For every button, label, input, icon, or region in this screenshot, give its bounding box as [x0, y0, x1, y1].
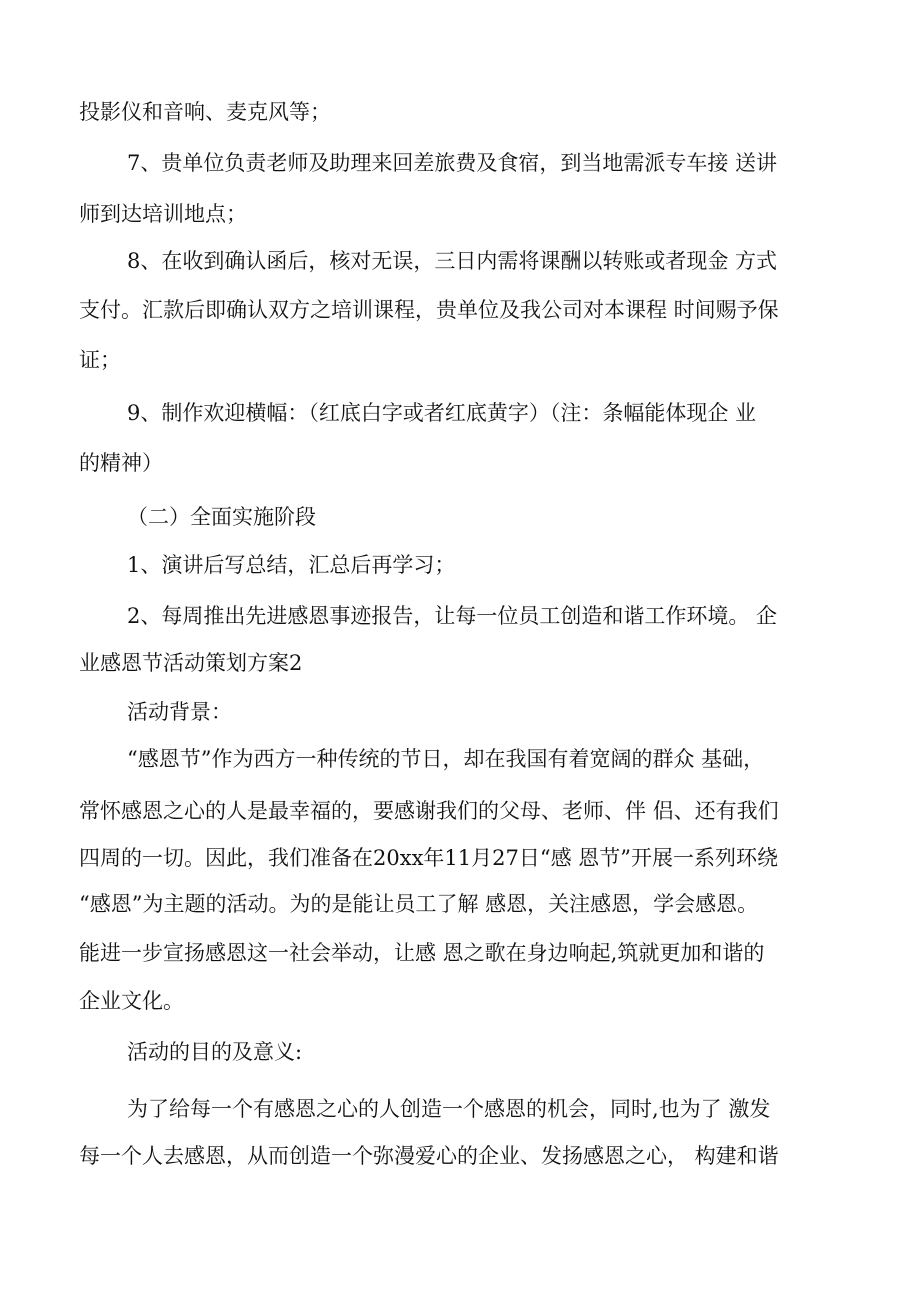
- text-line: 的精神）: [79, 451, 163, 475]
- text-line: 企业文化。: [79, 989, 184, 1013]
- text-line: 能进一步宣扬感恩这一社会举动，让感 恩之歌在身边响起,筑就更加和谐的: [79, 941, 765, 965]
- text-line: 师到达培训地点；: [79, 202, 247, 226]
- text-line: 支付。汇款后即确认双方之培训课程，贵单位及我公司对本课程 时间赐予保: [79, 298, 779, 322]
- text-line: 四周的一切。因此，我们准备在20xx年11月27日“感 恩节”开展一系列环绕: [79, 846, 778, 870]
- text-line: 2、每周推出先进感恩事迹报告，让每一位员工创造和谐工作环境。 企: [127, 604, 778, 628]
- text-line: 1、演讲后写总结，汇总后再学习；: [127, 553, 456, 577]
- text-line: 投影仪和音响、麦克风等；: [79, 100, 331, 124]
- text-line: 常怀感恩之心的人是最幸福的，要感谢我们的父母、老师、伴 侣、还有我们: [79, 799, 779, 823]
- text-line: 9、制作欢迎横幅：（红底白字或者红底黄字）（注：条幅能体现企 业: [127, 401, 757, 425]
- text-line: 8、在收到确认函后，核对无误，三日内需将课酬以转账或者现金 方式: [127, 249, 778, 273]
- text-line: 每一个人去感恩，从而创造一个弥漫爱心的企业、发扬感恩之心， 构建和谐: [79, 1144, 779, 1168]
- section-heading: （二）全面实施阶段: [127, 505, 316, 529]
- text-line: 业感恩节活动策划方案2: [79, 651, 303, 675]
- text-line: 活动背景：: [127, 700, 232, 724]
- text-line: 为了给每一个有感恩之心的人创造一个感恩的机会，同时,也为了 激发: [127, 1097, 771, 1121]
- text-line: 7、贵单位负责老师及助理来回差旅费及食宿，到当地需派专车接 送讲: [127, 151, 778, 175]
- text-line: “感恩”为主题的活动。为的是能让员工了解 感恩，关注感恩，学会感恩。: [79, 892, 759, 916]
- text-line: 活动的目的及意义:: [127, 1040, 303, 1064]
- text-line: “感恩节”作为西方一种传统的节日，却在我国有着宽阔的群众 基础，: [127, 747, 765, 771]
- text-line: 证；: [79, 348, 121, 372]
